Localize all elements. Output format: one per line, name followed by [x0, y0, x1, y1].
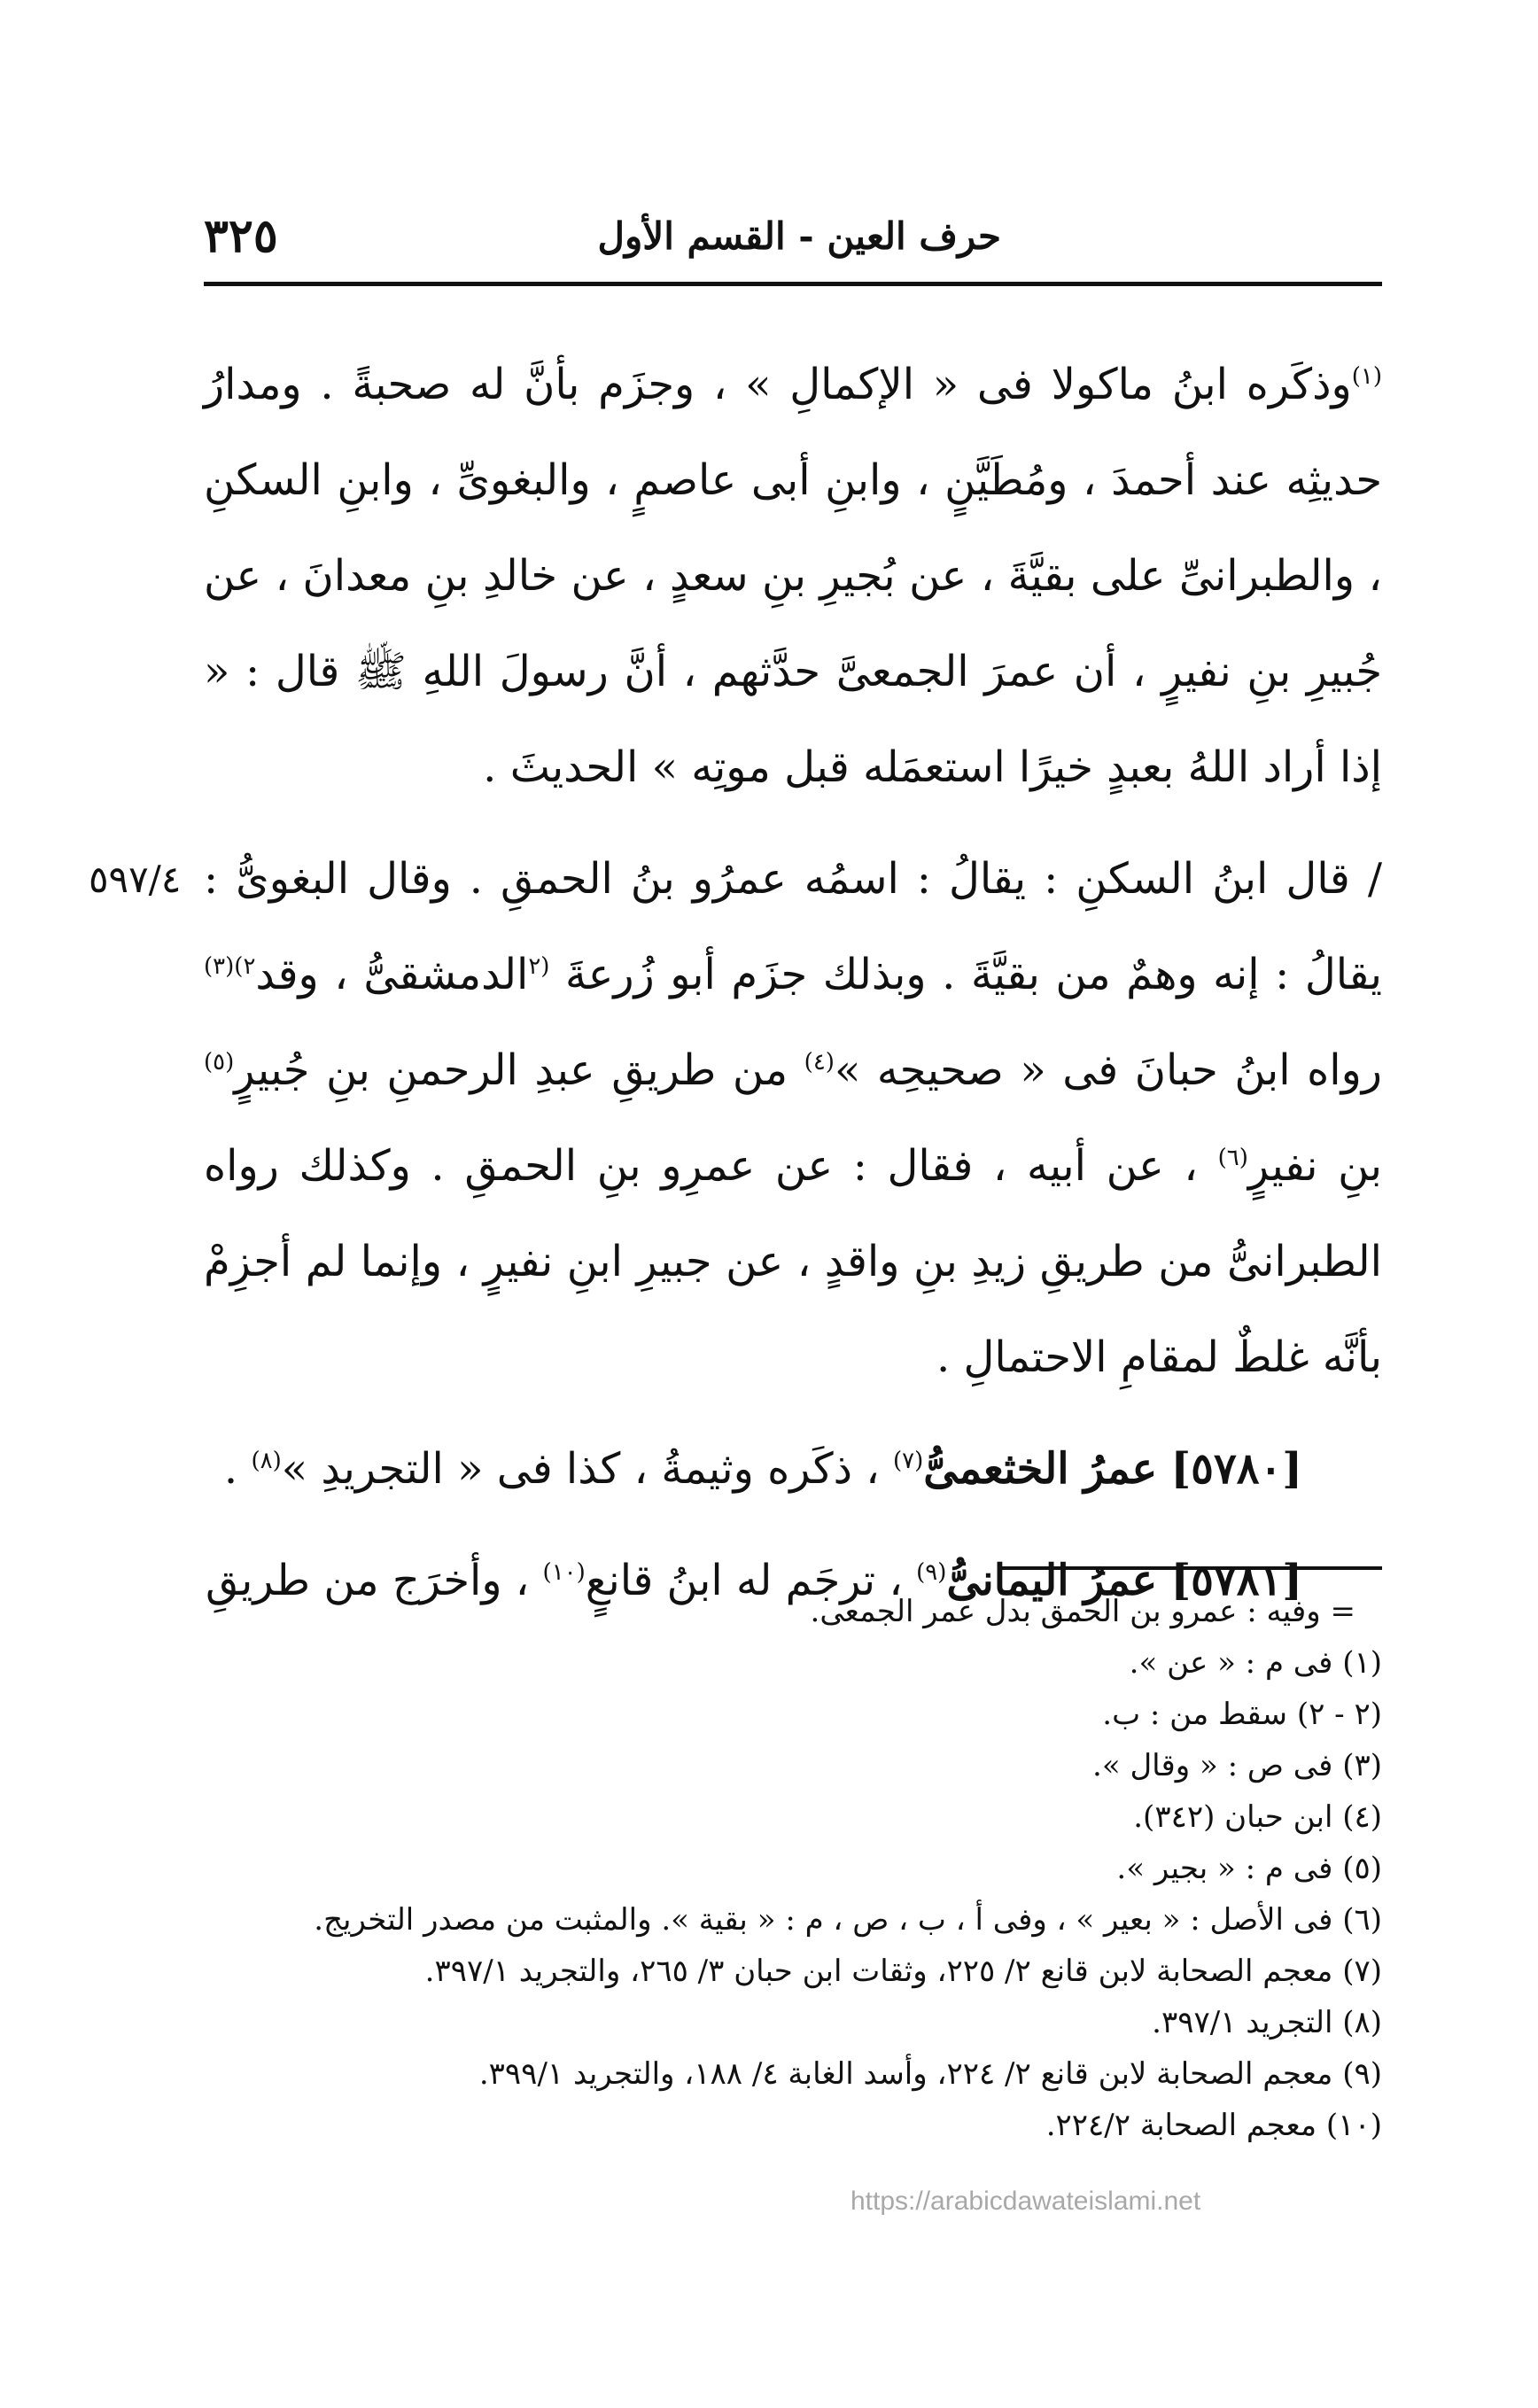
footnote-ref: ٢) [234, 953, 256, 980]
footnote-9: (٩) معجم الصحابة لابن قانع ٢/ ٢٢٤، وأسد الغابة ٤/ ١٨٨، والتجريد ٣٩٩/١. [478, 2056, 1382, 2092]
margin-reference: ٥٩٧/٤ [89, 858, 182, 901]
footnote-6: (٦) فى الأصل : « بعير » ، وفى أ ، ب ، ص ، م : « بقية ». والمثبت من مصدر التخريج. [314, 1902, 1382, 1938]
paragraph-text: بنِ نفيرٍ [1247, 1141, 1382, 1191]
entry-name: عمرُ اليمانىُّ [946, 1556, 1158, 1605]
footnote-1: (١) فى م : « عن ». [1129, 1645, 1382, 1681]
footnote-2: (٢ - ٢) سقط من : ب. [1102, 1697, 1382, 1732]
entry-tail: ، وأخرَج من طريقِ [206, 1556, 530, 1605]
page-header [204, 204, 1373, 275]
footnote-ref: (١٠) [542, 1559, 586, 1586]
footnote-rule [1001, 1566, 1382, 1570]
footnote-ref: (٢ [528, 953, 550, 980]
paragraph-1 [204, 337, 1382, 815]
entry-number: [٥٧٨٠] [1170, 1444, 1302, 1494]
footnote-7: (٧) معجم الصحابة لابن قانع ٢/ ٢٢٥، وثقات ابن حبان ٣/ ٢٦٥، والتجريد ٣٩٧/١. [424, 1954, 1382, 1989]
header-rule [204, 282, 1382, 286]
paragraph-text: رواه ابنُ حبانَ فى « صحيحِه » [834, 1045, 1382, 1095]
footnote-ref: (٨) [251, 1448, 282, 1474]
paragraph-text: ، عن أبيه ، فقال : عن عمرِو بنِ الحمقِ . وكذلك رواه الطبرانىُّ من طريقِ زيدِ بنِ واقدٍ ، عن جبيرِ ابنِ نفيرٍ ، وإنما لم أجزِمْ بأنَّه غلطٌ لمقامِ الاحتمالِ . [204, 1141, 1382, 1382]
paragraph-text: / قال ابنُ السكنِ : يقالُ : اسمُه عمرُو بنُ الحمقِ . وقال البغوىُّ : يقالُ : إنه وهمٌ من بقيَّةَ . وبذلك جزَم أبو زُرعةَ [204, 854, 1383, 999]
paragraph-text: من طريقِ عبدِ الرحمنِ بنِ جُبيرٍ [234, 1045, 788, 1095]
paragraph-text: الدمشقىُّ ، وقد [255, 950, 529, 999]
entry-tail: . [223, 1444, 238, 1494]
running-title: حرف العين - القسم الأول [597, 214, 1001, 258]
paragraph-2 [204, 831, 1382, 1405]
main-text [204, 337, 1382, 1628]
footnote-ref: (٣) [204, 953, 235, 980]
entry-name: عمرُ الخثعمىُّ [923, 1444, 1158, 1494]
footnote-ref: (١) [1351, 363, 1382, 390]
footnote-10: (١٠) معجم الصحابة ٢٢٤/٢. [1045, 2108, 1382, 2143]
footnote-3: (٣) فى ص : « وقال ». [1092, 1748, 1382, 1783]
footnote-ref: (٥) [204, 1049, 235, 1076]
footnote-continuation: = وفيه : عمرو بن الحمق بدل عمر الجمعى. [810, 1594, 1355, 1629]
footnotes [204, 1586, 1382, 2151]
entry-text: ، ترجَم له ابنُ قانعٍ [585, 1556, 903, 1605]
footnote-ref: (٩) [916, 1559, 947, 1586]
footnote-8: (٨) التجريد ٣٩٧/١. [1152, 2005, 1382, 2040]
paragraph-text: وذكَره ابنُ ماكولا فى « الإكمالِ » ، وجزَم بأنَّ له صحبةً . ومدارُ حديثِه عند أحمدَ ، ومُطَيَّنٍ ، وابنِ أبى عاصمٍ ، والبغوىِّ ، وابنِ السكنِ ، والطبرانىِّ على بقيَّةَ ، عن بُجيرِ بنِ سعدٍ ، عن خالدِ بنِ معدانَ ، عن جُبيرِ بنِ نفيرٍ ، أن عمرَ الجمعىَّ حدَّثهم ، أنَّ رسولَ اللهِ ﷺ قال : « إذا أراد اللهُ بعبدٍ خيرًا استعمَله قبل موتِه » الحديثَ . [204, 360, 1382, 792]
entry-text: ، ذكَره وثيمةُ ، كذا فى « التجريدِ » [281, 1444, 880, 1494]
footnote-4: (٤) ابن حبان (٣٤٢). [1133, 1799, 1382, 1835]
page-number: ٣٢٥ [204, 209, 278, 263]
footnote-5: (٥) فى م : « بجير ». [1116, 1851, 1382, 1886]
footnote-ref: (٦) [1217, 1145, 1248, 1171]
watermark-url: https://arabicdawateislami.net [851, 2187, 1201, 2216]
entry-number: [٥٧٨١] [1170, 1556, 1302, 1605]
entry-5780 [204, 1421, 1382, 1517]
footnote-ref: (٤) [804, 1049, 835, 1076]
footnote-ref: (٧) [892, 1448, 924, 1474]
